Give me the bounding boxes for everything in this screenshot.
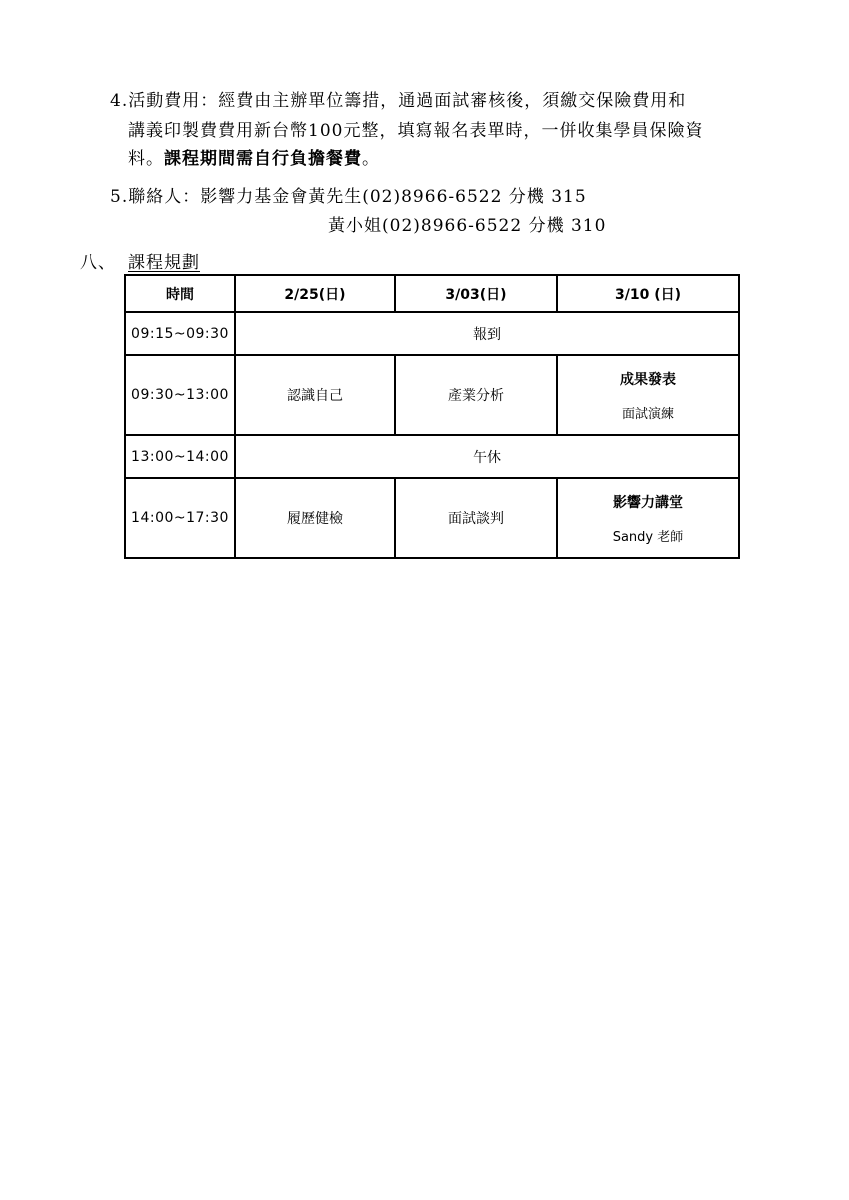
meal-cost-note: 課程期間需自行負擔餐費: [164, 149, 362, 169]
course-schedule-table: [124, 274, 740, 559]
session-cell: [557, 355, 739, 435]
fee-line-3-suffix: 。: [362, 149, 380, 169]
section-title: 課程規劃: [128, 253, 200, 273]
session-cell: 履歷健檢: [235, 478, 395, 558]
contact-line-1: 5.聯絡人：影響力基金會黃先生(02)8966-6522 分機 315: [110, 187, 587, 207]
header-time: 時間: [125, 275, 235, 312]
table-row: [125, 478, 739, 558]
lunch-break-cell: 午休: [235, 435, 739, 478]
contact-line-2: 黃小姐(02)8966-6522 分機 310: [328, 216, 607, 236]
session-subtitle: Sandy 老師: [612, 529, 684, 545]
session-cell: [557, 478, 739, 558]
table-header-row: [125, 275, 739, 312]
table-row: [125, 435, 739, 478]
header-day-2: 3/03(日): [395, 275, 557, 312]
session-cell: 面試談判: [395, 478, 557, 558]
session-cell: 產業分析: [395, 355, 557, 435]
time-cell: 14:00~17:30: [125, 478, 235, 558]
time-cell: 09:30~13:00: [125, 355, 235, 435]
fee-line-2: 講義印製費費用新台幣100元整，填寫報名表單時，一併收集學員保險資: [128, 121, 704, 141]
table-row: [125, 312, 739, 355]
time-cell: 09:15~09:30: [125, 312, 235, 355]
section-heading: [80, 252, 200, 274]
header-day-1: 2/25(日): [235, 275, 395, 312]
time-cell: 13:00~14:00: [125, 435, 235, 478]
header-day-3: 3/10 (日): [557, 275, 739, 312]
session-title: 影響力講堂: [613, 494, 683, 511]
session-title: 成果發表: [620, 371, 676, 388]
session-cell: 認識自己: [235, 355, 395, 435]
check-in-cell: 報到: [235, 312, 739, 355]
table-row: [125, 355, 739, 435]
fee-line-1: 4.活動費用：經費由主辦單位籌措，通過面試審核後，須繳交保險費用和: [110, 91, 687, 111]
fee-line-3: [128, 148, 380, 170]
section-number: 八、: [80, 253, 116, 273]
fee-line-3-prefix: 料。: [128, 149, 164, 169]
session-subtitle: 面試演練: [621, 406, 674, 422]
